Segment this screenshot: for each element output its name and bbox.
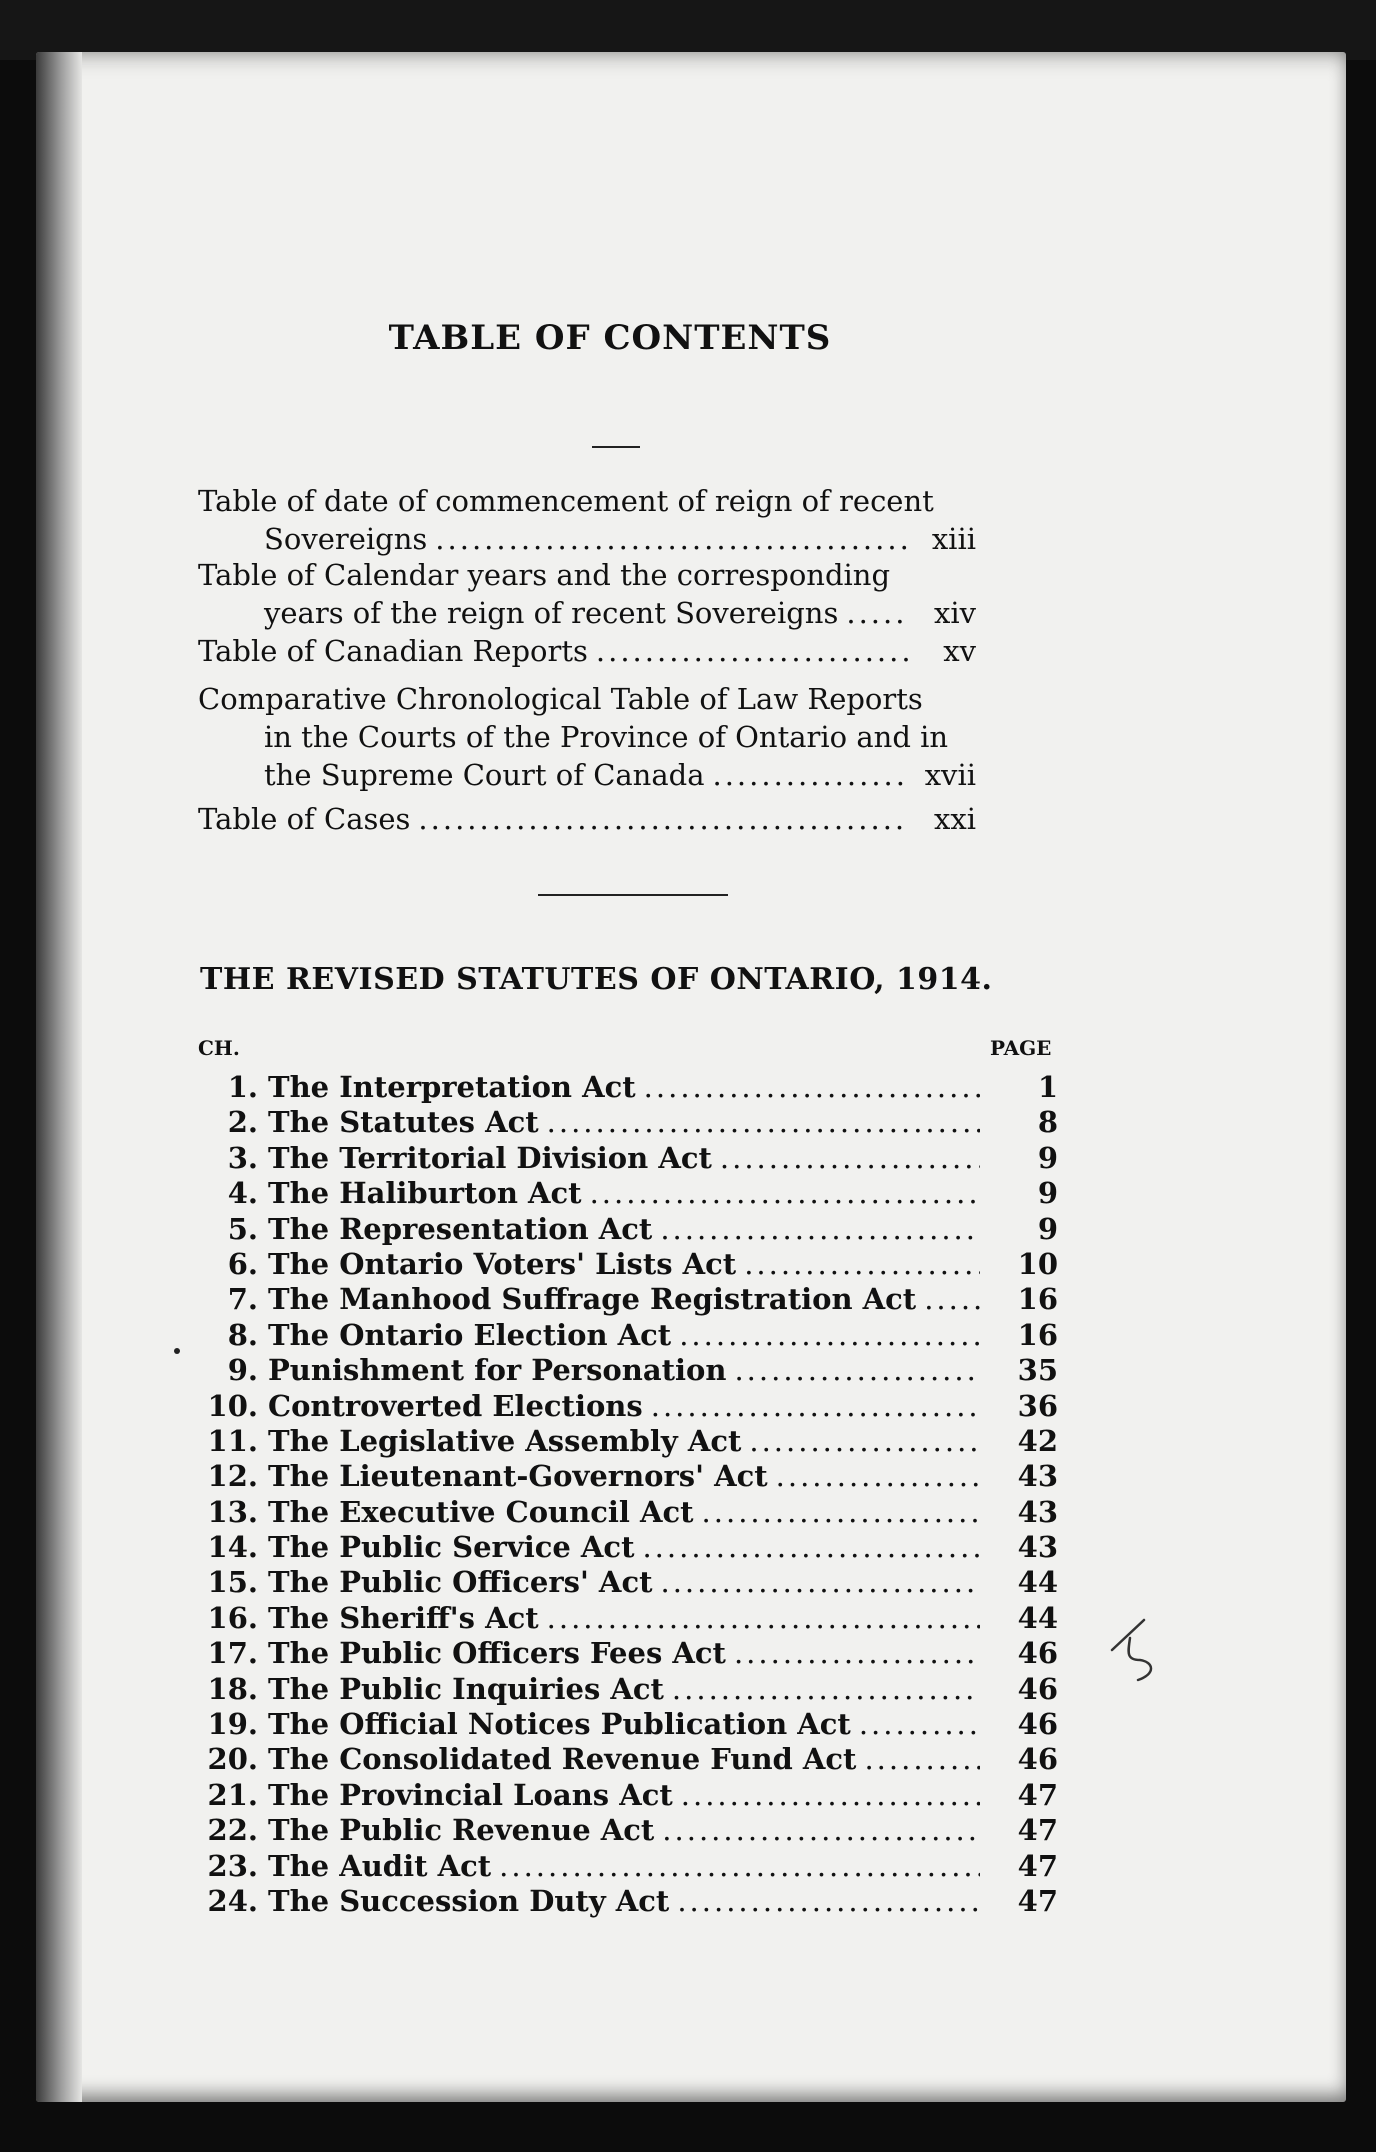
act-name: The Territorial Division Act xyxy=(268,1140,712,1175)
statute-row xyxy=(198,1565,1058,1600)
chapter-number: 14. xyxy=(207,1530,258,1565)
toc-entry-line xyxy=(198,800,976,838)
toc-entry-line xyxy=(198,718,976,756)
act-page: 46 xyxy=(1017,1742,1058,1777)
act-page: 42 xyxy=(1017,1423,1058,1458)
dot-leader xyxy=(590,1176,980,1211)
toc-entry-page: xiv xyxy=(933,596,976,630)
act-page: 46 xyxy=(1017,1707,1058,1742)
toc-entry-text: in the Courts of the Province of Ontario and in xyxy=(264,720,949,754)
chapter-number: 23. xyxy=(207,1848,258,1883)
statute-row xyxy=(198,1176,1058,1211)
toc-entry-text: Table of Calendar years and the corresponding xyxy=(198,558,891,592)
act-page: 44 xyxy=(1017,1600,1058,1635)
act-page: 44 xyxy=(1017,1565,1058,1600)
title-rule xyxy=(592,446,640,448)
act-name: The Consolidated Revenue Fund Act xyxy=(268,1742,857,1777)
act-name: The Legislative Assembly Act xyxy=(268,1423,742,1458)
chapter-number: 16. xyxy=(207,1600,258,1635)
act-page: 36 xyxy=(1017,1388,1058,1423)
statutes-heading: THE REVISED STATUTES OF ONTARIO, 1914. xyxy=(200,962,993,997)
toc-entry xyxy=(198,800,976,838)
dot-leader xyxy=(672,1672,980,1707)
chapter-number: 15. xyxy=(207,1565,258,1600)
chapter-number: 18. xyxy=(207,1671,258,1706)
act-page: 16 xyxy=(1017,1317,1058,1352)
statute-row xyxy=(198,1849,1058,1884)
film-strip-top xyxy=(0,0,1376,60)
act-name: Controverted Elections xyxy=(268,1388,643,1423)
dot-leader xyxy=(547,1105,980,1140)
dot-leader xyxy=(662,1813,980,1848)
chapter-number: 11. xyxy=(207,1423,258,1458)
dot-leader xyxy=(661,1565,981,1600)
chapter-number: 8. xyxy=(227,1317,258,1352)
dot-leader xyxy=(846,594,908,632)
act-name: The Haliburton Act xyxy=(268,1176,582,1211)
toc-entry xyxy=(198,632,976,670)
act-page: 43 xyxy=(1017,1494,1058,1529)
statute-row xyxy=(198,1601,1058,1636)
dot-leader xyxy=(713,756,909,794)
toc-entry-text: years of the reign of recent Sovereigns xyxy=(264,596,839,630)
handwritten-pencil-mark xyxy=(1106,1612,1166,1682)
dot-leader xyxy=(864,1742,980,1777)
toc-entry-line xyxy=(198,680,976,718)
toc-entry-text: Comparative Chronological Table of Law Reports xyxy=(198,682,923,716)
statute-row xyxy=(198,1282,1058,1317)
act-name: The Sheriff's Act xyxy=(268,1600,539,1635)
toc-entry-line xyxy=(198,520,976,558)
statute-row xyxy=(198,1141,1058,1176)
dot-leader xyxy=(744,1247,980,1282)
act-name: The Manhood Suffrage Registration Act xyxy=(268,1282,917,1317)
act-name: The Audit Act xyxy=(268,1848,492,1883)
dot-leader xyxy=(660,1212,980,1247)
statute-row xyxy=(198,1884,1058,1919)
column-header-page: PAGE xyxy=(990,1036,1052,1060)
dot-leader xyxy=(859,1707,980,1742)
act-page: 43 xyxy=(1017,1459,1058,1494)
statute-row xyxy=(198,1495,1058,1530)
dot-leader xyxy=(642,1530,980,1565)
toc-entry-line xyxy=(198,556,976,594)
act-name: The Public Revenue Act xyxy=(268,1813,655,1848)
chapter-number: 2. xyxy=(227,1105,258,1140)
statute-row xyxy=(198,1813,1058,1848)
toc-title: TABLE OF CONTENTS xyxy=(388,318,832,358)
act-name: The Executive Council Act xyxy=(268,1494,694,1529)
toc-entry-line xyxy=(198,632,976,670)
statute-row xyxy=(198,1672,1058,1707)
statute-row xyxy=(198,1212,1058,1247)
chapter-number: 20. xyxy=(207,1742,258,1777)
chapter-number: 7. xyxy=(227,1282,258,1317)
dot-leader xyxy=(435,520,908,558)
act-page: 9 xyxy=(1037,1211,1058,1246)
dot-leader xyxy=(644,1070,980,1105)
chapter-number: 3. xyxy=(227,1140,258,1175)
dot-leader xyxy=(651,1389,980,1424)
toc-entry-text: Sovereigns xyxy=(264,522,428,556)
act-page: 47 xyxy=(1017,1848,1058,1883)
act-name: The Statutes Act xyxy=(268,1105,539,1140)
act-page: 43 xyxy=(1017,1530,1058,1565)
chapter-number: 5. xyxy=(227,1211,258,1246)
dot-leader xyxy=(776,1459,980,1494)
act-name: The Succession Duty Act xyxy=(268,1883,670,1918)
chapter-number: 4. xyxy=(227,1176,258,1211)
dot-leader xyxy=(596,632,908,670)
toc-entry-line xyxy=(198,756,976,794)
act-name: The Lieutenant-Governors' Act xyxy=(268,1459,768,1494)
act-name: The Public Service Act xyxy=(268,1530,635,1565)
act-page: 1 xyxy=(1037,1070,1058,1104)
dot-leader xyxy=(499,1849,980,1884)
column-header-ch: CH. xyxy=(198,1036,240,1060)
act-name: The Public Officers Fees Act xyxy=(268,1636,726,1671)
statute-row xyxy=(198,1707,1058,1742)
statute-row xyxy=(198,1318,1058,1353)
chapter-number: 10. xyxy=(207,1388,258,1423)
toc-entry-line xyxy=(198,594,976,632)
statute-row xyxy=(198,1636,1058,1671)
chapter-number: 1. xyxy=(227,1070,258,1104)
chapter-number: 6. xyxy=(227,1246,258,1281)
dot-leader xyxy=(734,1353,980,1388)
chapter-number: 9. xyxy=(227,1353,258,1388)
chapter-number: 13. xyxy=(207,1494,258,1529)
chapter-number: 24. xyxy=(207,1883,258,1918)
toc-entry-page: xxi xyxy=(934,802,976,836)
act-page: 8 xyxy=(1037,1105,1058,1140)
statute-row xyxy=(198,1742,1058,1777)
statute-row xyxy=(198,1778,1058,1813)
act-page: 46 xyxy=(1017,1671,1058,1706)
dot-leader xyxy=(924,1282,980,1317)
dot-leader xyxy=(702,1495,980,1530)
statutes-list xyxy=(198,1070,1058,1919)
toc-entry-text: Table of Cases xyxy=(198,802,411,836)
statute-row xyxy=(198,1247,1058,1282)
dot-leader xyxy=(734,1636,980,1671)
dot-leader xyxy=(679,1318,980,1353)
dot-leader xyxy=(749,1424,980,1459)
toc-entry-text: the Supreme Court of Canada xyxy=(264,758,705,792)
act-page: 16 xyxy=(1017,1282,1058,1317)
statute-row xyxy=(198,1070,1058,1105)
book-spine-shadow xyxy=(36,52,82,2102)
toc-entry-page: xv xyxy=(943,634,976,668)
toc-entry xyxy=(198,482,976,558)
dot-leader xyxy=(418,800,908,838)
act-name: The Interpretation Act xyxy=(268,1070,636,1104)
statute-row xyxy=(198,1424,1058,1459)
toc-entry-text: Table of date of commencement of reign of recent xyxy=(198,484,934,518)
chapter-number: 22. xyxy=(207,1813,258,1848)
section-divider xyxy=(538,894,728,896)
chapter-number: 17. xyxy=(207,1636,258,1671)
toc-entry-page: xvii xyxy=(924,758,976,792)
act-page: 47 xyxy=(1017,1883,1058,1918)
act-name: The Representation Act xyxy=(268,1211,653,1246)
dot-leader xyxy=(677,1884,980,1919)
act-page: 9 xyxy=(1037,1176,1058,1211)
toc-entry xyxy=(198,680,976,794)
chapter-number: 19. xyxy=(207,1707,258,1742)
act-name: The Public Officers' Act xyxy=(268,1565,653,1600)
ink-dot xyxy=(174,1348,180,1354)
chapter-number: 12. xyxy=(207,1459,258,1494)
act-name: The Provincial Loans Act xyxy=(268,1777,673,1812)
act-page: 47 xyxy=(1017,1813,1058,1848)
chapter-number: 21. xyxy=(207,1777,258,1812)
toc-entry xyxy=(198,556,976,632)
toc-entry-text: Table of Canadian Reports xyxy=(198,634,588,668)
act-page: 46 xyxy=(1017,1636,1058,1671)
statute-row xyxy=(198,1530,1058,1565)
act-page: 9 xyxy=(1037,1140,1058,1175)
act-page: 47 xyxy=(1017,1777,1058,1812)
statute-row xyxy=(198,1353,1058,1388)
dot-leader xyxy=(681,1778,980,1813)
statute-row xyxy=(198,1459,1058,1494)
toc-entry-page: xiii xyxy=(931,522,976,556)
act-name: The Ontario Voters' Lists Act xyxy=(268,1246,737,1281)
dot-leader xyxy=(720,1141,980,1176)
statute-row xyxy=(198,1389,1058,1424)
act-name: The Official Notices Publication Act xyxy=(268,1707,851,1742)
act-name: The Ontario Election Act xyxy=(268,1317,672,1352)
act-page: 35 xyxy=(1017,1353,1058,1388)
dot-leader xyxy=(547,1601,980,1636)
statute-row xyxy=(198,1105,1058,1140)
act-name: Punishment for Personation xyxy=(268,1353,727,1388)
act-name: The Public Inquiries Act xyxy=(268,1671,664,1706)
act-page: 10 xyxy=(1017,1246,1058,1281)
toc-entry-line xyxy=(198,482,976,520)
